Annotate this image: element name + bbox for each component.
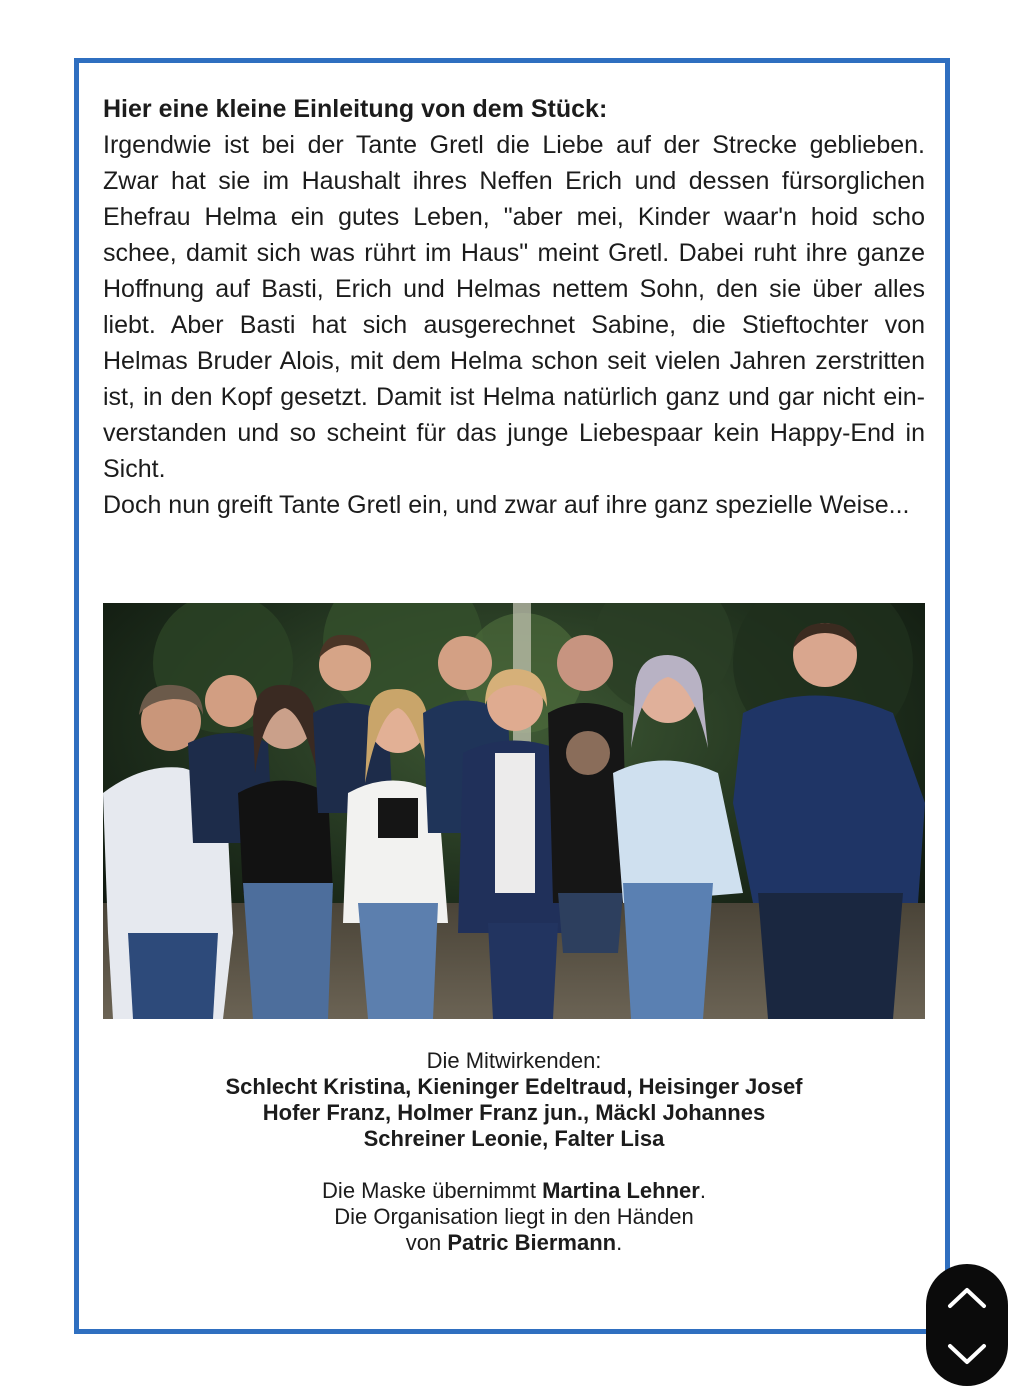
scroll-navigation (926, 1264, 1008, 1386)
org-prefix: von (405, 1230, 448, 1255)
org-name: Patric Biermann (447, 1230, 617, 1255)
mask-name: Martina Lehner (542, 1178, 700, 1203)
content-frame (74, 58, 950, 1334)
cast-group-photo (103, 603, 925, 1019)
mask-suffix: . (699, 1178, 706, 1203)
chevron-down-icon (926, 1326, 1008, 1382)
intro-body (103, 127, 925, 523)
credits-heading: Die Mitwirkenden: (426, 1048, 602, 1073)
cast-line-1: Schlecht Kristina, Kieninger Edeltraud, Heisinger Josef (225, 1074, 803, 1099)
intro-section (103, 91, 925, 523)
organisation-line-2 (103, 1230, 925, 1256)
credits-section (103, 1048, 925, 1256)
mask-prefix: Die Maske übernimmt (322, 1178, 543, 1203)
scroll-down-button[interactable] (926, 1326, 1008, 1382)
mask-line (103, 1178, 925, 1204)
cast-line-2: Hofer Franz, Holmer Franz jun., Mäckl Johannes (262, 1100, 766, 1125)
cast-line-3: Schreiner Leonie, Falter Lisa (363, 1126, 665, 1151)
intro-paragraph-2: Doch nun greift Tante Gretl ein, und zwar auf ihre ganz spezielle Weise... (103, 491, 910, 519)
org-suffix: . (616, 1230, 623, 1255)
scroll-up-button[interactable] (926, 1270, 1008, 1326)
intro-paragraph-1: Irgendwie ist bei der Tante Gretl die Liebe auf der Strecke geblieben. Zwar hat sie im Haushalt ihres Neffen Erich und dessen fürsorglichen Ehefrau Helma ein gutes Leben, "aber mei, Kinder waar'n hoid scho schee, damit sich was rührt im Haus" meint Gretl. Dabei ruht ihre ganze Hoffnung auf Basti, Erich und Helmas nettem Sohn, den sie über alles liebt. Aber Basti hat sich ausgerechnet Sabine, die Stieftochter von Helmas Bruder Alois, mit dem Helma schon seit vielen Jahren zerstritten ist, in den Kopf gesetzt. Damit ist Helma natürlich ganz und gar nicht einverstanden und so scheint für das junge Liebespaar kein Happy-End in Sicht. (103, 131, 925, 483)
credits-spacer (103, 1152, 925, 1178)
intro-heading: Hier eine kleine Einleitung von dem Stück: (103, 95, 608, 123)
organisation-line-1: Die Organisation liegt in den Händen (334, 1204, 694, 1229)
chevron-up-icon (926, 1270, 1008, 1326)
